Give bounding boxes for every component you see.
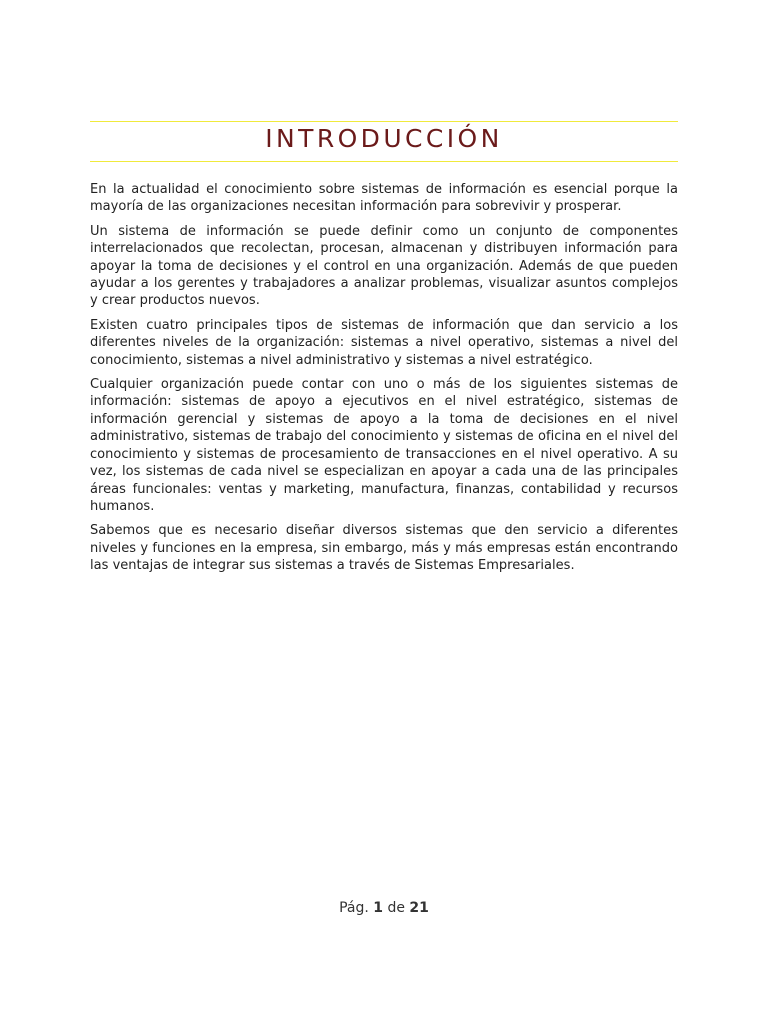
paragraph-2: Un sistema de información se puede definir como un conjunto de componentes interrelacionados que recolectan, procesan, almacenan y distribuyen información para apoyar la toma de decisiones y el control en una organización. Además de que pueden ayudar a los gerentes y trabajadores a analizar problemas, visualizar asuntos complejos y crear productos nuevos. [90, 223, 678, 309]
paragraph-4: Cualquier organización puede contar con uno o más de los siguientes sistemas de información: sistemas de apoyo a ejecutivos en el nivel estratégico, sistemas de información gerencial y sistemas de apoyo a la toma de decisiones en el nivel administrativo, sistemas de trabajo del conocimiento y sistemas de oficina en el nivel del conocimiento y sistemas de procesamiento de transacciones en el nivel operativo. A su vez, los sistemas de cada nivel se especializan en apoyar a cada una de las principales áreas funcionales: ventas y marketing, manufactura, finanzas, contabilidad y recursos humanos. [90, 377, 678, 514]
paragraph-1: En la actualidad el conocimiento sobre sistemas de información es esencial porque la mayoría de las organizaciones necesitan información para sobrevivir y prosperar. [90, 182, 678, 215]
title-top-rule [90, 121, 678, 122]
page-footer [0, 900, 768, 916]
title-bottom-rule [90, 161, 678, 162]
paragraph-5: Sabemos que es necesario diseñar diversos sistemas que den servicio a diferentes niveles y funciones en la empresa, sin embargo, más y más empresas están encontrando las ventajas de integrar sus sistemas a través de Sistemas Empresariales. [90, 523, 678, 574]
page-label: Pág. [339, 900, 369, 916]
document-body [90, 181, 678, 582]
current-page-number: 1 [373, 900, 384, 916]
of-label: de [387, 900, 405, 916]
paragraph-3: Existen cuatro principales tipos de sistemas de información que dan servicio a los diferentes niveles de la organización: sistemas a nivel operativo, sistemas a nivel del conocimiento, sistemas a nivel administrativo y sistemas a nivel estratégico. [90, 317, 678, 368]
page-title: INTRODUCCIÓN [265, 124, 503, 153]
total-pages-number: 21 [409, 900, 429, 916]
